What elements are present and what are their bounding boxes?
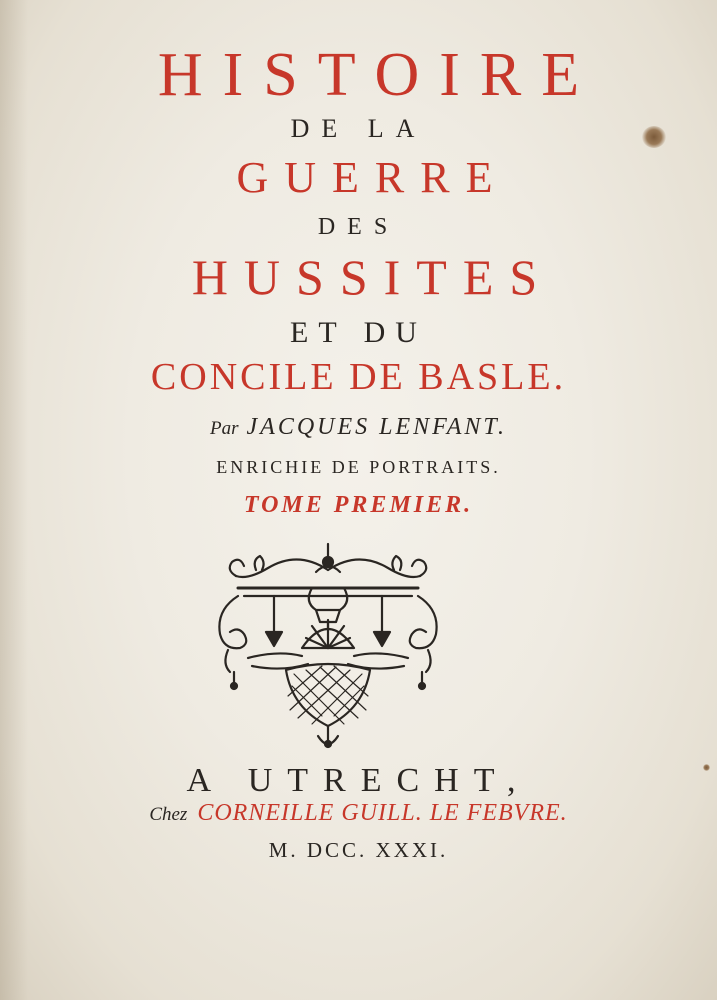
publisher-name: CORNEILLE GUILL. LE FEBVRE. <box>197 800 568 826</box>
title-line-guerre: GUERRE <box>236 153 509 202</box>
title-line-et-du: ET DU <box>290 316 427 349</box>
imprint-publisher-line <box>0 800 717 827</box>
imprint-date: M. DCC. XXXI. <box>268 838 449 862</box>
imprint-place: A UTRECHT, <box>186 762 531 799</box>
title-line-hussites: HUSSITES <box>191 249 554 305</box>
volume-line: TOME PREMIER. <box>243 492 474 518</box>
title-line-histoire: HISTOIRE <box>157 41 600 109</box>
author-prefix: Par <box>210 418 239 439</box>
printers-ornament-vignette <box>208 540 448 752</box>
author-line <box>0 414 717 441</box>
author-name: JACQUES LENFANT. <box>246 414 507 440</box>
title-line-concile: CONCILE DE BASLE. <box>150 356 567 398</box>
enrichment-line: ENRICHIE DE PORTRAITS. <box>216 457 501 477</box>
title-line-des: DES <box>317 214 400 240</box>
publisher-prefix: Chez <box>149 804 188 825</box>
title-line-de-la: DE LA <box>290 114 427 143</box>
